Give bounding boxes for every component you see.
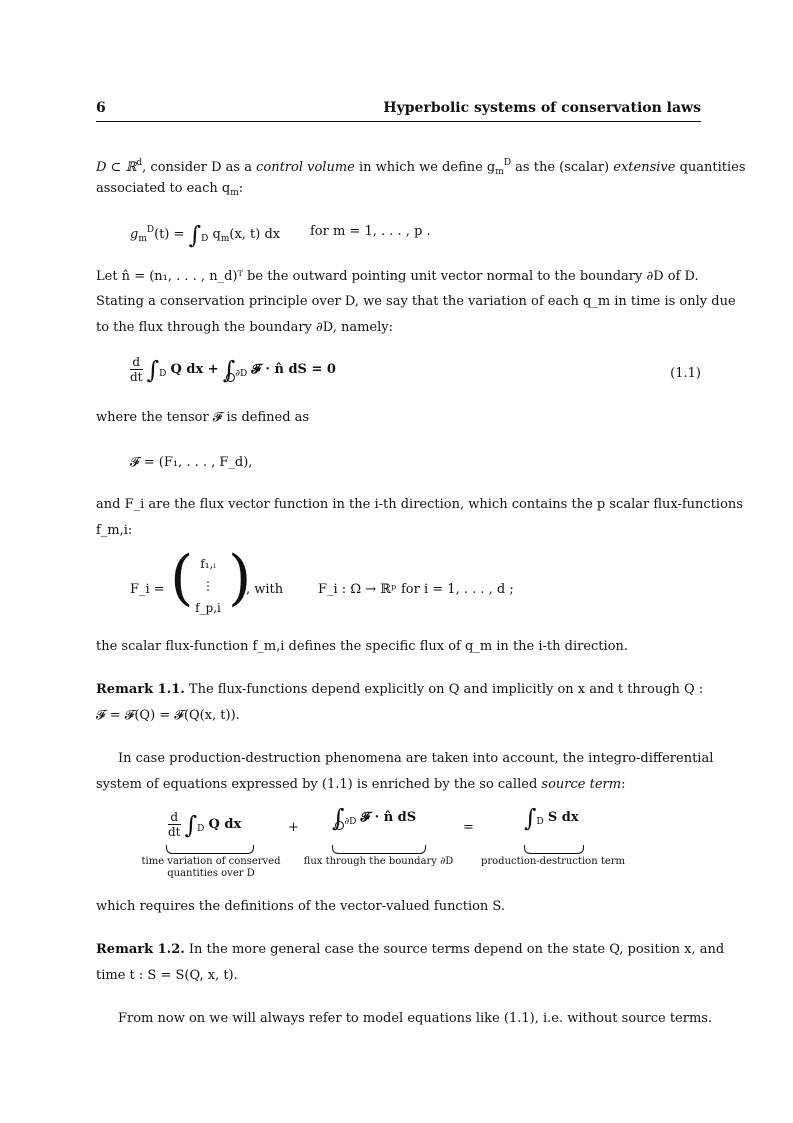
paragraph-4-line-1: and F_i are the flux vector function in the i-th direction, which contains the p scalar flux-functions (96, 497, 743, 512)
equation-flux-vector-lhs: F_i = (130, 582, 165, 597)
source-eq-term-2: $\int_{\partial D}$ 𝓕 · n̂ dS (332, 804, 417, 832)
underbrace-2 (332, 845, 426, 854)
equation-flux-range: for i = 1, . . . , d ; (401, 582, 514, 597)
remark-1-1-line-1: Remark 1.1. The flux-functions depend explicitly on Q and implicitly on x and t through Q : (96, 682, 704, 697)
header-rule (96, 121, 701, 122)
source-eq-equals: = (463, 820, 474, 835)
underbrace-3 (524, 845, 584, 854)
paragraph-2-line-1: Let n̂ = (n₁, . . . , n_d)ᵀ be the outward pointing unit vector normal to the boundary ∂D of D. (96, 269, 699, 284)
paragraph-6-line-2: system of equations expressed by (1.1) is enriched by the so called source term: (96, 777, 626, 792)
paper-page (96, 0, 746, 1123)
running-title: Hyperbolic systems of conservation laws (383, 100, 701, 116)
paragraph-7: which requires the definitions of the vector-valued function S. (96, 899, 506, 914)
equation-extensive-quantity: $g_m^D(t) = \int_D$ $q_m(x$, t) dx (130, 221, 281, 249)
remark-1-2-label: Remark 1.2. (96, 942, 185, 957)
right-paren: ) (228, 543, 252, 613)
remark-1-1-line-2: 𝓕 = 𝓕(Q) = 𝓕(Q(x, t)). (96, 708, 240, 723)
remark-1-2-line-1: Remark 1.2. In the more general case the source terms depend on the state Q, position x, and (96, 942, 725, 957)
equation-flux-with: , with (246, 582, 284, 597)
remark-1-1-label: Remark 1.1. (96, 682, 185, 697)
left-paren: ( (170, 543, 194, 613)
underbrace-3-label: production-destruction term (480, 856, 626, 867)
underbrace-1-label: time variation of conserved quantities over D (141, 856, 281, 879)
paragraph-3: where the tensor 𝓕 is defined as (96, 410, 310, 425)
equation-tensor: 𝓕 = (F₁, . . . , F_d), (130, 455, 253, 470)
paragraph-6-line-1: In case production-destruction phenomena are taken into account, the integro-differential (118, 751, 714, 766)
paragraph-2-line-2: Stating a conservation principle over D, we say that the variation of each q_m in time is only due (96, 294, 736, 309)
equation-flux-map: F_i : Ω → ℝᵖ (318, 582, 397, 597)
source-eq-plus: + (288, 820, 299, 835)
paragraph-5: the scalar flux-function f_m,i defines the specific flux of q_m in the i-th direction. (96, 639, 629, 654)
paragraph-1-line-1: D ⊂ ℝ$^d$, consider D as a control volume in which we define $g_m^D$ as the (scalar) extensive quantities (96, 158, 746, 177)
flux-vector-entries: f₁,ᵢ ⋮ f_p,i (195, 557, 221, 615)
page-number: 6 (96, 100, 106, 116)
equation-1-1: $\frac{d}{dt}$ $\int_D$ Q dx + $\int_{\partial D}$ 𝓕 · n̂ dS = 0 (130, 355, 336, 384)
source-eq-term-3: $\int_D$ S dx (524, 804, 579, 832)
equation-number-1-1: (1.1) (670, 366, 701, 381)
paragraph-4-line-2: f_m,i: (96, 523, 133, 538)
underbrace-2-label: flux through the boundary ∂D (303, 856, 454, 867)
paragraph-2-line-3: to the flux through the boundary ∂D, namely: (96, 320, 394, 335)
running-header (96, 100, 701, 120)
paragraph-8: From now on we will always refer to model equations like (1.1), i.e. without source terms. (118, 1011, 713, 1026)
paragraph-1-line-2: associated to each $q_m$: (96, 181, 244, 198)
remark-1-2-line-2: time t : S = S(Q, x, t). (96, 968, 238, 983)
underbrace-1 (166, 845, 254, 854)
source-eq-term-1: $\frac{d}{dt}$ $\int_D$ Q dx (168, 810, 242, 839)
equation-extensive-range: for m = 1, . . . , p . (310, 224, 431, 239)
